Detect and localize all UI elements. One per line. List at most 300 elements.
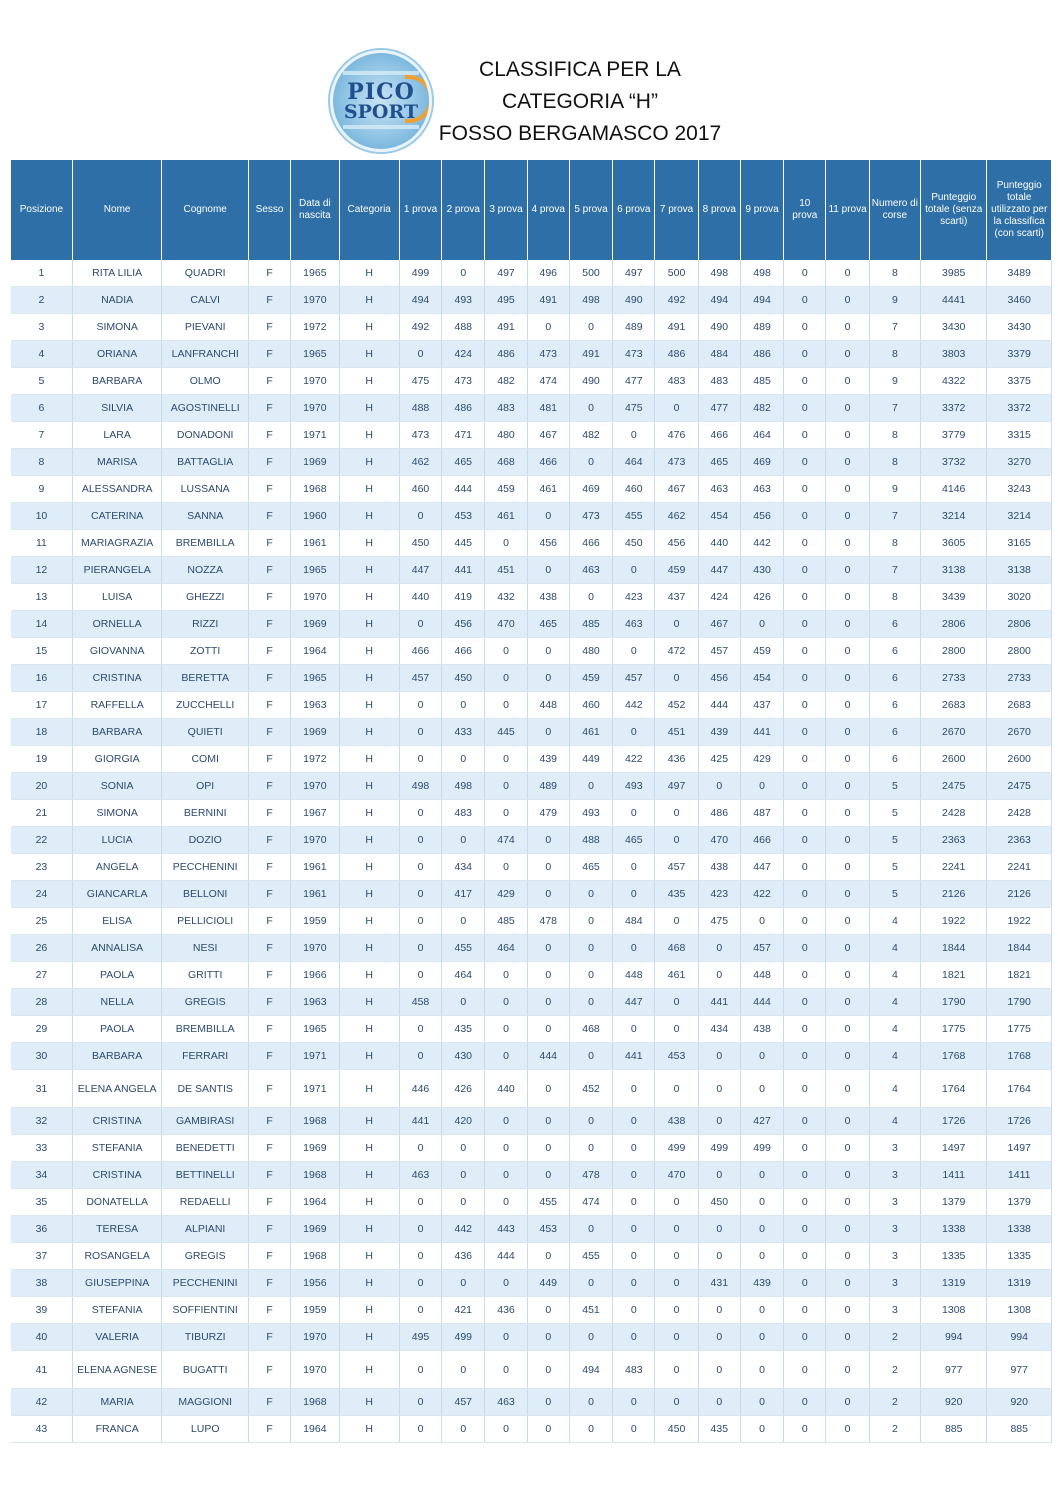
table-cell: 0 [698,1351,740,1389]
table-cell: 441 [698,989,740,1016]
table-row [11,1016,1052,1043]
table-row [11,611,1052,638]
table-cell: 0 [740,1216,783,1243]
table-cell: 493 [613,773,655,800]
table-cell: MARIA [72,1389,162,1416]
table-cell: 473 [399,422,441,449]
table-cell: 0 [826,1389,869,1416]
table-cell: 0 [485,854,527,881]
table-cell: 483 [485,395,527,422]
table-cell: 18 [11,719,72,746]
table-cell: 455 [527,1189,569,1216]
table-cell: 0 [527,854,569,881]
column-header: 11 prova [826,160,869,260]
table-cell: BREMBILLA [162,530,249,557]
table-cell: 0 [740,908,783,935]
table-cell: 500 [655,260,698,287]
table-cell: 459 [740,638,783,665]
table-cell: SIMONA [72,314,162,341]
table-cell: 0 [698,1297,740,1324]
table-cell: 2363 [921,827,987,854]
table-row [11,881,1052,908]
table-cell: 0 [569,1216,612,1243]
table-cell: 0 [826,611,869,638]
table-cell: 1411 [921,1162,987,1189]
table-cell: 40 [11,1324,72,1351]
table-cell: 3315 [987,422,1052,449]
table-cell: 441 [740,719,783,746]
table-cell: 0 [569,773,612,800]
table-cell: 0 [399,935,441,962]
table-cell: 451 [485,557,527,584]
table-cell: H [339,1297,399,1324]
table-cell: 466 [442,638,485,665]
table-cell: 0 [442,1162,485,1189]
table-cell: ALPIANI [162,1216,249,1243]
table-cell: 0 [784,827,826,854]
table-cell: 0 [613,1016,655,1043]
table-cell: 0 [784,503,826,530]
table-cell: 0 [399,341,441,368]
table-cell: 0 [527,1162,569,1189]
table-cell: 9 [869,476,920,503]
table-cell: 466 [740,827,783,854]
table-cell: 0 [784,854,826,881]
table-cell: 0 [784,692,826,719]
table-cell: 1335 [921,1243,987,1270]
table-cell: 0 [485,638,527,665]
table-cell: 0 [826,773,869,800]
table-cell: 426 [442,1070,485,1108]
table-cell: 475 [698,908,740,935]
table-cell: 484 [613,908,655,935]
table-cell: F [248,638,290,665]
table-cell: 0 [826,962,869,989]
table-cell: 0 [655,1189,698,1216]
table-cell: 444 [698,692,740,719]
table-row [11,368,1052,395]
table-row [11,1162,1052,1189]
table-cell: 0 [784,1324,826,1351]
table-cell: 497 [613,260,655,287]
table-cell: 0 [784,1216,826,1243]
table-cell: STEFANIA [72,1135,162,1162]
table-cell: 4 [869,1070,920,1108]
table-cell: 485 [569,611,612,638]
table-cell: 460 [613,476,655,503]
table-cell: 6 [869,746,920,773]
table-cell: CRISTINA [72,1108,162,1135]
table-cell: QUADRI [162,260,249,287]
table-cell: 455 [442,935,485,962]
table-row [11,827,1052,854]
table-cell: 419 [442,584,485,611]
table-cell: 0 [740,1162,783,1189]
table-cell: 1790 [987,989,1052,1016]
table-cell: F [248,1351,290,1389]
table-cell: 487 [740,800,783,827]
table-cell: 420 [442,1108,485,1135]
table-cell: F [248,1243,290,1270]
table-cell: 0 [826,827,869,854]
table-cell: H [339,1189,399,1216]
table-cell: 0 [485,773,527,800]
header-row [11,160,1052,260]
table-cell: 0 [740,1043,783,1070]
table-cell: 466 [399,638,441,665]
table-cell: 6 [869,638,920,665]
table-cell: 0 [399,692,441,719]
table-cell: 423 [613,584,655,611]
table-cell: 2733 [921,665,987,692]
table-cell: 0 [826,719,869,746]
table-cell: F [248,1070,290,1108]
table-cell: 0 [826,1189,869,1216]
table-row [11,638,1052,665]
table-cell: 2126 [921,881,987,908]
table-cell: 442 [613,692,655,719]
table-cell: 4 [869,1043,920,1070]
table-cell: BETTINELLI [162,1162,249,1189]
table-cell: 0 [826,314,869,341]
table-cell: 2 [869,1416,920,1443]
table-cell: 472 [655,638,698,665]
table-cell: 0 [485,746,527,773]
table-cell: 0 [655,800,698,827]
table-cell: 0 [784,1070,826,1108]
table-cell: 451 [655,719,698,746]
table-cell: 0 [826,287,869,314]
table-cell: 1965 [291,260,339,287]
table-cell: 2733 [987,665,1052,692]
table-cell: 0 [527,962,569,989]
table-cell: F [248,1162,290,1189]
table-cell: 0 [826,1216,869,1243]
table-cell: 2800 [987,638,1052,665]
table-cell: 1922 [987,908,1052,935]
table-cell: 0 [569,584,612,611]
table-cell: 0 [698,1389,740,1416]
table-cell: 0 [442,1135,485,1162]
table-cell: 1959 [291,908,339,935]
table-cell: 447 [399,557,441,584]
table-cell: 12 [11,557,72,584]
table-cell: 0 [527,1243,569,1270]
table-cell: 455 [613,503,655,530]
column-header: 8 prova [698,160,740,260]
table-cell: 0 [826,1070,869,1108]
table-cell: F [248,1016,290,1043]
table-cell: 0 [826,1043,869,1070]
table-cell: 2241 [987,854,1052,881]
table-cell: ORIANA [72,341,162,368]
table-cell: F [248,1297,290,1324]
table-cell: 0 [784,881,826,908]
table-cell: 441 [442,557,485,584]
table-cell: BUGATTI [162,1351,249,1389]
table-cell: 0 [569,1389,612,1416]
table-cell: 1965 [291,341,339,368]
table-cell: 0 [698,773,740,800]
table-cell: 0 [784,1389,826,1416]
column-header: 10 prova [784,160,826,260]
table-cell: 457 [613,665,655,692]
table-cell: 0 [613,557,655,584]
table-cell: 9 [869,368,920,395]
table-cell: 485 [740,368,783,395]
table-cell: 429 [485,881,527,908]
table-cell: 7 [869,503,920,530]
table-cell: 454 [698,503,740,530]
table-cell: 457 [399,665,441,692]
table-cell: REDAELLI [162,1189,249,1216]
table-cell: 4 [869,1108,920,1135]
table-cell: 489 [527,773,569,800]
table-cell: 1497 [921,1135,987,1162]
table-cell: 0 [527,1135,569,1162]
table-cell: 1338 [987,1216,1052,1243]
table-cell: 0 [826,341,869,368]
table-cell: 8 [869,422,920,449]
table-cell: 457 [698,638,740,665]
table-cell: 0 [655,395,698,422]
table-cell: 1821 [921,962,987,989]
table-cell: 0 [485,1135,527,1162]
table-cell: 457 [655,854,698,881]
table-cell: F [248,827,290,854]
table-cell: 9 [869,287,920,314]
table-cell: 24 [11,881,72,908]
table-cell: 0 [740,1351,783,1389]
table-cell: 920 [987,1389,1052,1416]
table-cell: 482 [740,395,783,422]
table-row [11,287,1052,314]
column-header: Posizione [11,160,72,260]
table-cell: 456 [442,611,485,638]
table-cell: 1968 [291,476,339,503]
table-cell: 465 [613,827,655,854]
table-cell: 0 [613,935,655,962]
table-cell: 440 [698,530,740,557]
table-cell: 4 [869,908,920,935]
table-cell: 0 [399,1351,441,1389]
table-cell: 3430 [921,314,987,341]
table-cell: 0 [442,1189,485,1216]
table-cell: H [339,422,399,449]
table-cell: 464 [485,935,527,962]
column-header: Numero di corse [869,160,920,260]
table-row [11,395,1052,422]
table-cell: 1970 [291,935,339,962]
table-cell: BERETTA [162,665,249,692]
table-cell: GRITTI [162,962,249,989]
table-cell: 0 [442,1270,485,1297]
table-cell: 19 [11,746,72,773]
table-cell: 0 [485,1324,527,1351]
table-cell: 1 [11,260,72,287]
table-cell: 1971 [291,422,339,449]
column-header: Data di nascita [291,160,339,260]
table-cell: 1970 [291,1324,339,1351]
table-cell: 422 [740,881,783,908]
table-row [11,314,1052,341]
table-cell: F [248,449,290,476]
table-cell: 489 [613,314,655,341]
table-cell: 454 [740,665,783,692]
table-cell: BERNINI [162,800,249,827]
table-row [11,1070,1052,1108]
table-cell: 474 [527,368,569,395]
table-cell: 463 [399,1162,441,1189]
table-cell: BELLONI [162,881,249,908]
table-cell: 3138 [987,557,1052,584]
table-cell: 0 [613,1189,655,1216]
table-cell: 0 [784,1043,826,1070]
table-cell: 0 [698,1162,740,1189]
table-cell: 488 [569,827,612,854]
table-cell: H [339,449,399,476]
table-cell: H [339,1243,399,1270]
table-cell: 1956 [291,1270,339,1297]
table-cell: 36 [11,1216,72,1243]
table-cell: 464 [442,962,485,989]
table-cell: 1970 [291,773,339,800]
table-cell: 0 [740,1189,783,1216]
table-cell: 1971 [291,1070,339,1108]
table-cell: 2670 [921,719,987,746]
table-cell: H [339,692,399,719]
table-cell: 488 [442,314,485,341]
table-cell: F [248,611,290,638]
table-row [11,719,1052,746]
table-cell: 478 [569,1162,612,1189]
table-cell: 0 [826,1297,869,1324]
table-cell: 0 [698,935,740,962]
table-cell: 1965 [291,557,339,584]
table-cell: 0 [826,908,869,935]
table-cell: 5 [869,827,920,854]
table-cell: 426 [740,584,783,611]
table-cell: 486 [698,800,740,827]
table-cell: 2683 [921,692,987,719]
table-cell: 498 [399,773,441,800]
table-cell: 1966 [291,962,339,989]
table-cell: F [248,773,290,800]
table-cell: 0 [399,1270,441,1297]
table-cell: 0 [784,314,826,341]
table-cell: 1970 [291,287,339,314]
table-cell: CALVI [162,287,249,314]
table-cell: 23 [11,854,72,881]
table-cell: 3372 [921,395,987,422]
table-row [11,530,1052,557]
table-cell: 466 [569,530,612,557]
table-cell: 3372 [987,395,1052,422]
table-cell: 482 [569,422,612,449]
table-cell: 7 [11,422,72,449]
table-cell: RIZZI [162,611,249,638]
table-cell: 3214 [987,503,1052,530]
table-cell: 475 [613,395,655,422]
table-cell: 1319 [921,1270,987,1297]
table-cell: 471 [442,422,485,449]
table-cell: GIORGIA [72,746,162,773]
table-cell: 1968 [291,1243,339,1270]
table-cell: 4322 [921,368,987,395]
table-cell: F [248,260,290,287]
table-cell: 0 [784,746,826,773]
table-cell: 43 [11,1416,72,1443]
table-cell: PIERANGELA [72,557,162,584]
table-cell: 1764 [921,1070,987,1108]
table-cell: DONATELLA [72,1189,162,1216]
table-cell: 0 [826,1108,869,1135]
table-cell: 33 [11,1135,72,1162]
table-cell: 0 [399,503,441,530]
table-cell: 1964 [291,638,339,665]
table-cell: 0 [784,1162,826,1189]
table-cell: 498 [740,260,783,287]
table-cell: 450 [399,530,441,557]
table-cell: 0 [784,962,826,989]
table-cell: 2 [869,1389,920,1416]
table-cell: 4 [11,341,72,368]
pico-sport-logo [330,50,432,152]
table-cell: H [339,287,399,314]
table-row [11,935,1052,962]
table-cell: 474 [569,1189,612,1216]
table-cell: 11 [11,530,72,557]
table-cell: SIMONA [72,800,162,827]
table-cell: H [339,1416,399,1443]
table-cell: 0 [784,1016,826,1043]
table-cell: 0 [613,1416,655,1443]
table-row [11,1389,1052,1416]
table-cell: 496 [527,260,569,287]
table-cell: 38 [11,1270,72,1297]
table-cell: F [248,1043,290,1070]
table-cell: 3439 [921,584,987,611]
table-cell: H [339,395,399,422]
table-cell: 0 [399,1416,441,1443]
table-cell: 439 [527,746,569,773]
table-cell: 1961 [291,854,339,881]
page-title [420,54,740,150]
table-cell: 8 [869,530,920,557]
table-cell: 491 [485,314,527,341]
table-row [11,800,1052,827]
table-cell: TIBURZI [162,1324,249,1351]
table-cell: H [339,503,399,530]
table-cell: 0 [527,1070,569,1108]
table-cell: 470 [485,611,527,638]
table-cell: 0 [826,935,869,962]
table-cell: 0 [826,1162,869,1189]
table-cell: 6 [869,665,920,692]
table-cell: 14 [11,611,72,638]
table-cell: FRANCA [72,1416,162,1443]
table-cell: BENEDETTI [162,1135,249,1162]
table-cell: STEFANIA [72,1297,162,1324]
table-cell: 0 [527,665,569,692]
table-cell: 0 [485,1416,527,1443]
table-cell: 3214 [921,503,987,530]
table-cell: 0 [527,881,569,908]
table-cell: 438 [527,584,569,611]
table-cell: 483 [655,368,698,395]
table-cell: 453 [442,503,485,530]
table-cell: 459 [569,665,612,692]
